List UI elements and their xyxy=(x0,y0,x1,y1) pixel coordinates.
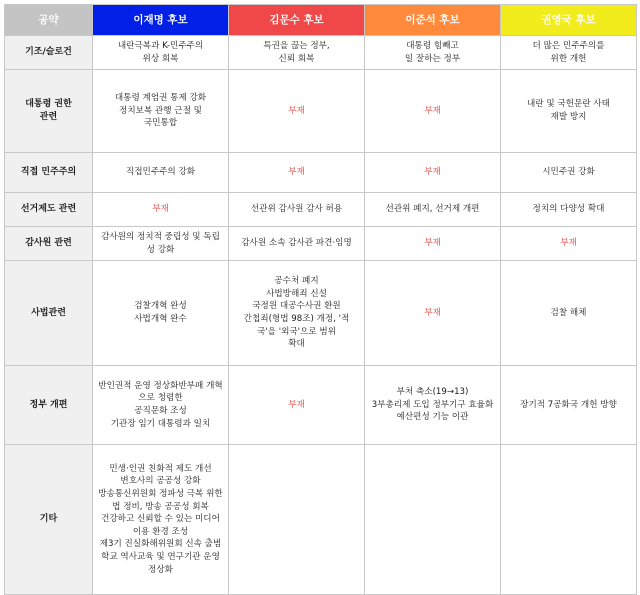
pledge-text: 위한 개헌 xyxy=(550,53,587,64)
pledge-text: 정치보복 관행 근절 및 xyxy=(119,105,202,116)
category-label: 정부 개편 xyxy=(29,399,68,410)
pledge-text: 국정원 대공수사권 환원 xyxy=(252,301,341,312)
pledge-cell-kim xyxy=(229,36,365,70)
pledge-text: 정상화 xyxy=(148,564,173,575)
pledge-text: 내란극복과 K-민주주의 xyxy=(117,40,204,51)
header-candidate-ljs: 이준석 후보 xyxy=(365,5,501,36)
category-label: 기조/슬로건 xyxy=(25,47,72,58)
category-label: 사법관련 xyxy=(31,307,66,318)
pledge-cell-kwon xyxy=(501,445,637,595)
pledge-text: 대통령 계엄권 통제 강화 xyxy=(114,93,207,104)
pledge-text: 더 많은 민주주의를 xyxy=(532,40,605,51)
pledge-cell-ljs xyxy=(365,366,501,445)
header-candidate-kwon: 권영국 후보 xyxy=(501,5,637,36)
pledge-cell-ljs xyxy=(365,193,501,227)
pledge-cell-kwon xyxy=(501,193,637,227)
pledge-text: 으로 청렴한 xyxy=(138,393,183,404)
table-row xyxy=(5,36,637,70)
pledge-cell-kwon xyxy=(501,36,637,70)
pledge-text: 장기적 7공화국 개헌 방향 xyxy=(520,399,617,410)
pledge-cell-lee xyxy=(93,36,229,70)
pledge-cell-kwon xyxy=(501,261,637,366)
pledge-text: 검찰 해체 xyxy=(550,307,587,318)
category-cell xyxy=(5,70,93,153)
pledge-text: 특권을 끊는 정부, xyxy=(263,40,330,51)
pledge-cell-kim xyxy=(229,366,365,445)
pledge-text: 반인권적 운영 정상화반부패 개혁 xyxy=(98,380,223,391)
pledge-cell-ljs xyxy=(365,445,501,595)
pledge-cell-kwon xyxy=(501,70,637,153)
category-cell xyxy=(5,193,93,227)
category-label: 관련 xyxy=(39,112,58,122)
header-row xyxy=(5,5,637,36)
pledge-text: 부재 xyxy=(424,167,441,178)
pledge-text: 일 잘하는 정부 xyxy=(404,53,461,64)
pledge-text: 3부총리제 도입 정부기구 효율화 xyxy=(371,399,494,410)
pledge-text: 성 강화 xyxy=(146,244,175,255)
pledge-cell-kwon xyxy=(501,153,637,193)
pledge-text: 대통령 힘빼고 xyxy=(406,40,459,51)
pledge-text: 간첩죄(형법 98조) 개정, '적 xyxy=(243,314,350,324)
pledge-text: 부재 xyxy=(152,204,169,215)
pledge-cell-ljs xyxy=(365,227,501,261)
pledge-text: 부재 xyxy=(288,105,305,116)
pledge-text: 시민주권 강화 xyxy=(542,167,595,178)
category-cell xyxy=(5,366,93,445)
table-body xyxy=(5,36,637,595)
pledge-text: 민생·인권 친화적 제도 개선 xyxy=(109,463,212,474)
pledge-text: 부재 xyxy=(424,238,441,249)
pledge-text: 부재 xyxy=(424,105,441,116)
category-label: 선거제도 관련 xyxy=(20,204,77,215)
pledge-cell-lee xyxy=(93,70,229,153)
pledge-cell-lee xyxy=(93,193,229,227)
pledge-text: 부재 xyxy=(560,238,577,249)
pledge-text: 공직문화 조성 xyxy=(134,406,187,416)
pledge-text: 이용 환경 조성 xyxy=(132,526,189,537)
table-row xyxy=(5,153,637,193)
pledge-text: 정치의 다양성 확대 xyxy=(532,204,605,215)
pledge-text: 선관위 감사원 감사 허용 xyxy=(250,204,343,215)
pledge-text: 국'을 '외국'으로 범위 xyxy=(257,326,336,337)
pledge-cell-ljs xyxy=(365,153,501,193)
pledge-cell-kim xyxy=(229,227,365,261)
pledge-text: 법 정비, 방송 공공성 회복 xyxy=(112,501,209,512)
pledge-text: 부재 xyxy=(288,399,305,410)
pledge-cell-kwon xyxy=(501,227,637,261)
pledge-text: 사법개혁 완수 xyxy=(134,314,187,324)
category-cell xyxy=(5,36,93,70)
category-cell xyxy=(5,445,93,595)
pledge-text: 사법방해죄 신설 xyxy=(266,288,327,299)
pledge-text: 확대 xyxy=(288,339,305,350)
pledge-text: 국민통합 xyxy=(143,118,178,129)
category-cell xyxy=(5,261,93,366)
pledge-cell-lee xyxy=(93,227,229,261)
pledge-cell-kim xyxy=(229,193,365,227)
pledge-comparison-table xyxy=(4,4,637,595)
header-pledge: 공약 xyxy=(5,5,93,36)
pledge-text: 방송통신위원회 정파성 극복 위한 xyxy=(98,489,223,500)
pledge-text: 건강하고 신뢰할 수 있는 미디어 xyxy=(101,514,220,525)
pledge-cell-lee xyxy=(93,261,229,366)
header-candidate-lee: 이재명 후보 xyxy=(93,5,229,36)
header-candidate-kim: 김문수 후보 xyxy=(229,5,365,36)
pledge-cell-kim xyxy=(229,153,365,193)
pledge-cell-lee xyxy=(93,445,229,595)
pledge-text: 내란 및 국헌문란 사태 xyxy=(527,99,610,110)
pledge-text: 학교 역사교육 및 연구기관 운영 xyxy=(101,551,220,562)
pledge-text: 제3기 진실화해위원회 신속 출범 xyxy=(99,539,222,550)
category-label: 대통령 권한 xyxy=(25,99,72,110)
pledge-text: 예산편성 기능 이관 xyxy=(396,412,469,423)
pledge-cell-kim xyxy=(229,261,365,366)
table-row xyxy=(5,227,637,261)
table-row xyxy=(5,193,637,227)
pledge-text: 감사원의 정치적 중립성 및 독립 xyxy=(101,231,220,242)
pledge-cell-ljs xyxy=(365,70,501,153)
pledge-text: 신뢰 회복 xyxy=(278,53,315,64)
pledge-text: 부처 축소(19→13) xyxy=(396,387,469,398)
table-row xyxy=(5,261,637,366)
category-label: 직접 민주주의 xyxy=(20,167,77,178)
pledge-text: 기관장 임기 대통령과 일치 xyxy=(110,418,211,429)
category-label: 기타 xyxy=(39,514,58,525)
pledge-text: 감사원 소속 감사관 파견·임명 xyxy=(241,238,352,249)
pledge-cell-ljs xyxy=(365,261,501,366)
pledge-text: 직접민주주의 강화 xyxy=(125,167,196,178)
pledge-text: 검찰개혁 완성 xyxy=(134,301,187,312)
table-row xyxy=(5,366,637,445)
category-cell xyxy=(5,227,93,261)
pledge-cell-lee xyxy=(93,153,229,193)
pledge-text: 부재 xyxy=(288,167,305,178)
category-label: 감사원 관련 xyxy=(25,238,72,249)
pledge-text: 변호사의 공공성 강화 xyxy=(120,476,201,487)
pledge-text: 선관위 폐지, 선거제 개편 xyxy=(385,204,480,215)
table-row xyxy=(5,445,637,595)
table-row xyxy=(5,70,637,153)
pledge-cell-kim xyxy=(229,445,365,595)
pledge-cell-kim xyxy=(229,70,365,153)
pledge-cell-ljs xyxy=(365,36,501,70)
pledge-text: 공수처 폐지 xyxy=(274,276,319,287)
pledge-cell-lee xyxy=(93,366,229,445)
pledge-cell-kwon xyxy=(501,366,637,445)
pledge-text: 재발 방지 xyxy=(550,112,587,122)
pledge-text: 부재 xyxy=(424,307,441,318)
category-cell xyxy=(5,153,93,193)
pledge-text: 위상 회복 xyxy=(142,53,179,64)
